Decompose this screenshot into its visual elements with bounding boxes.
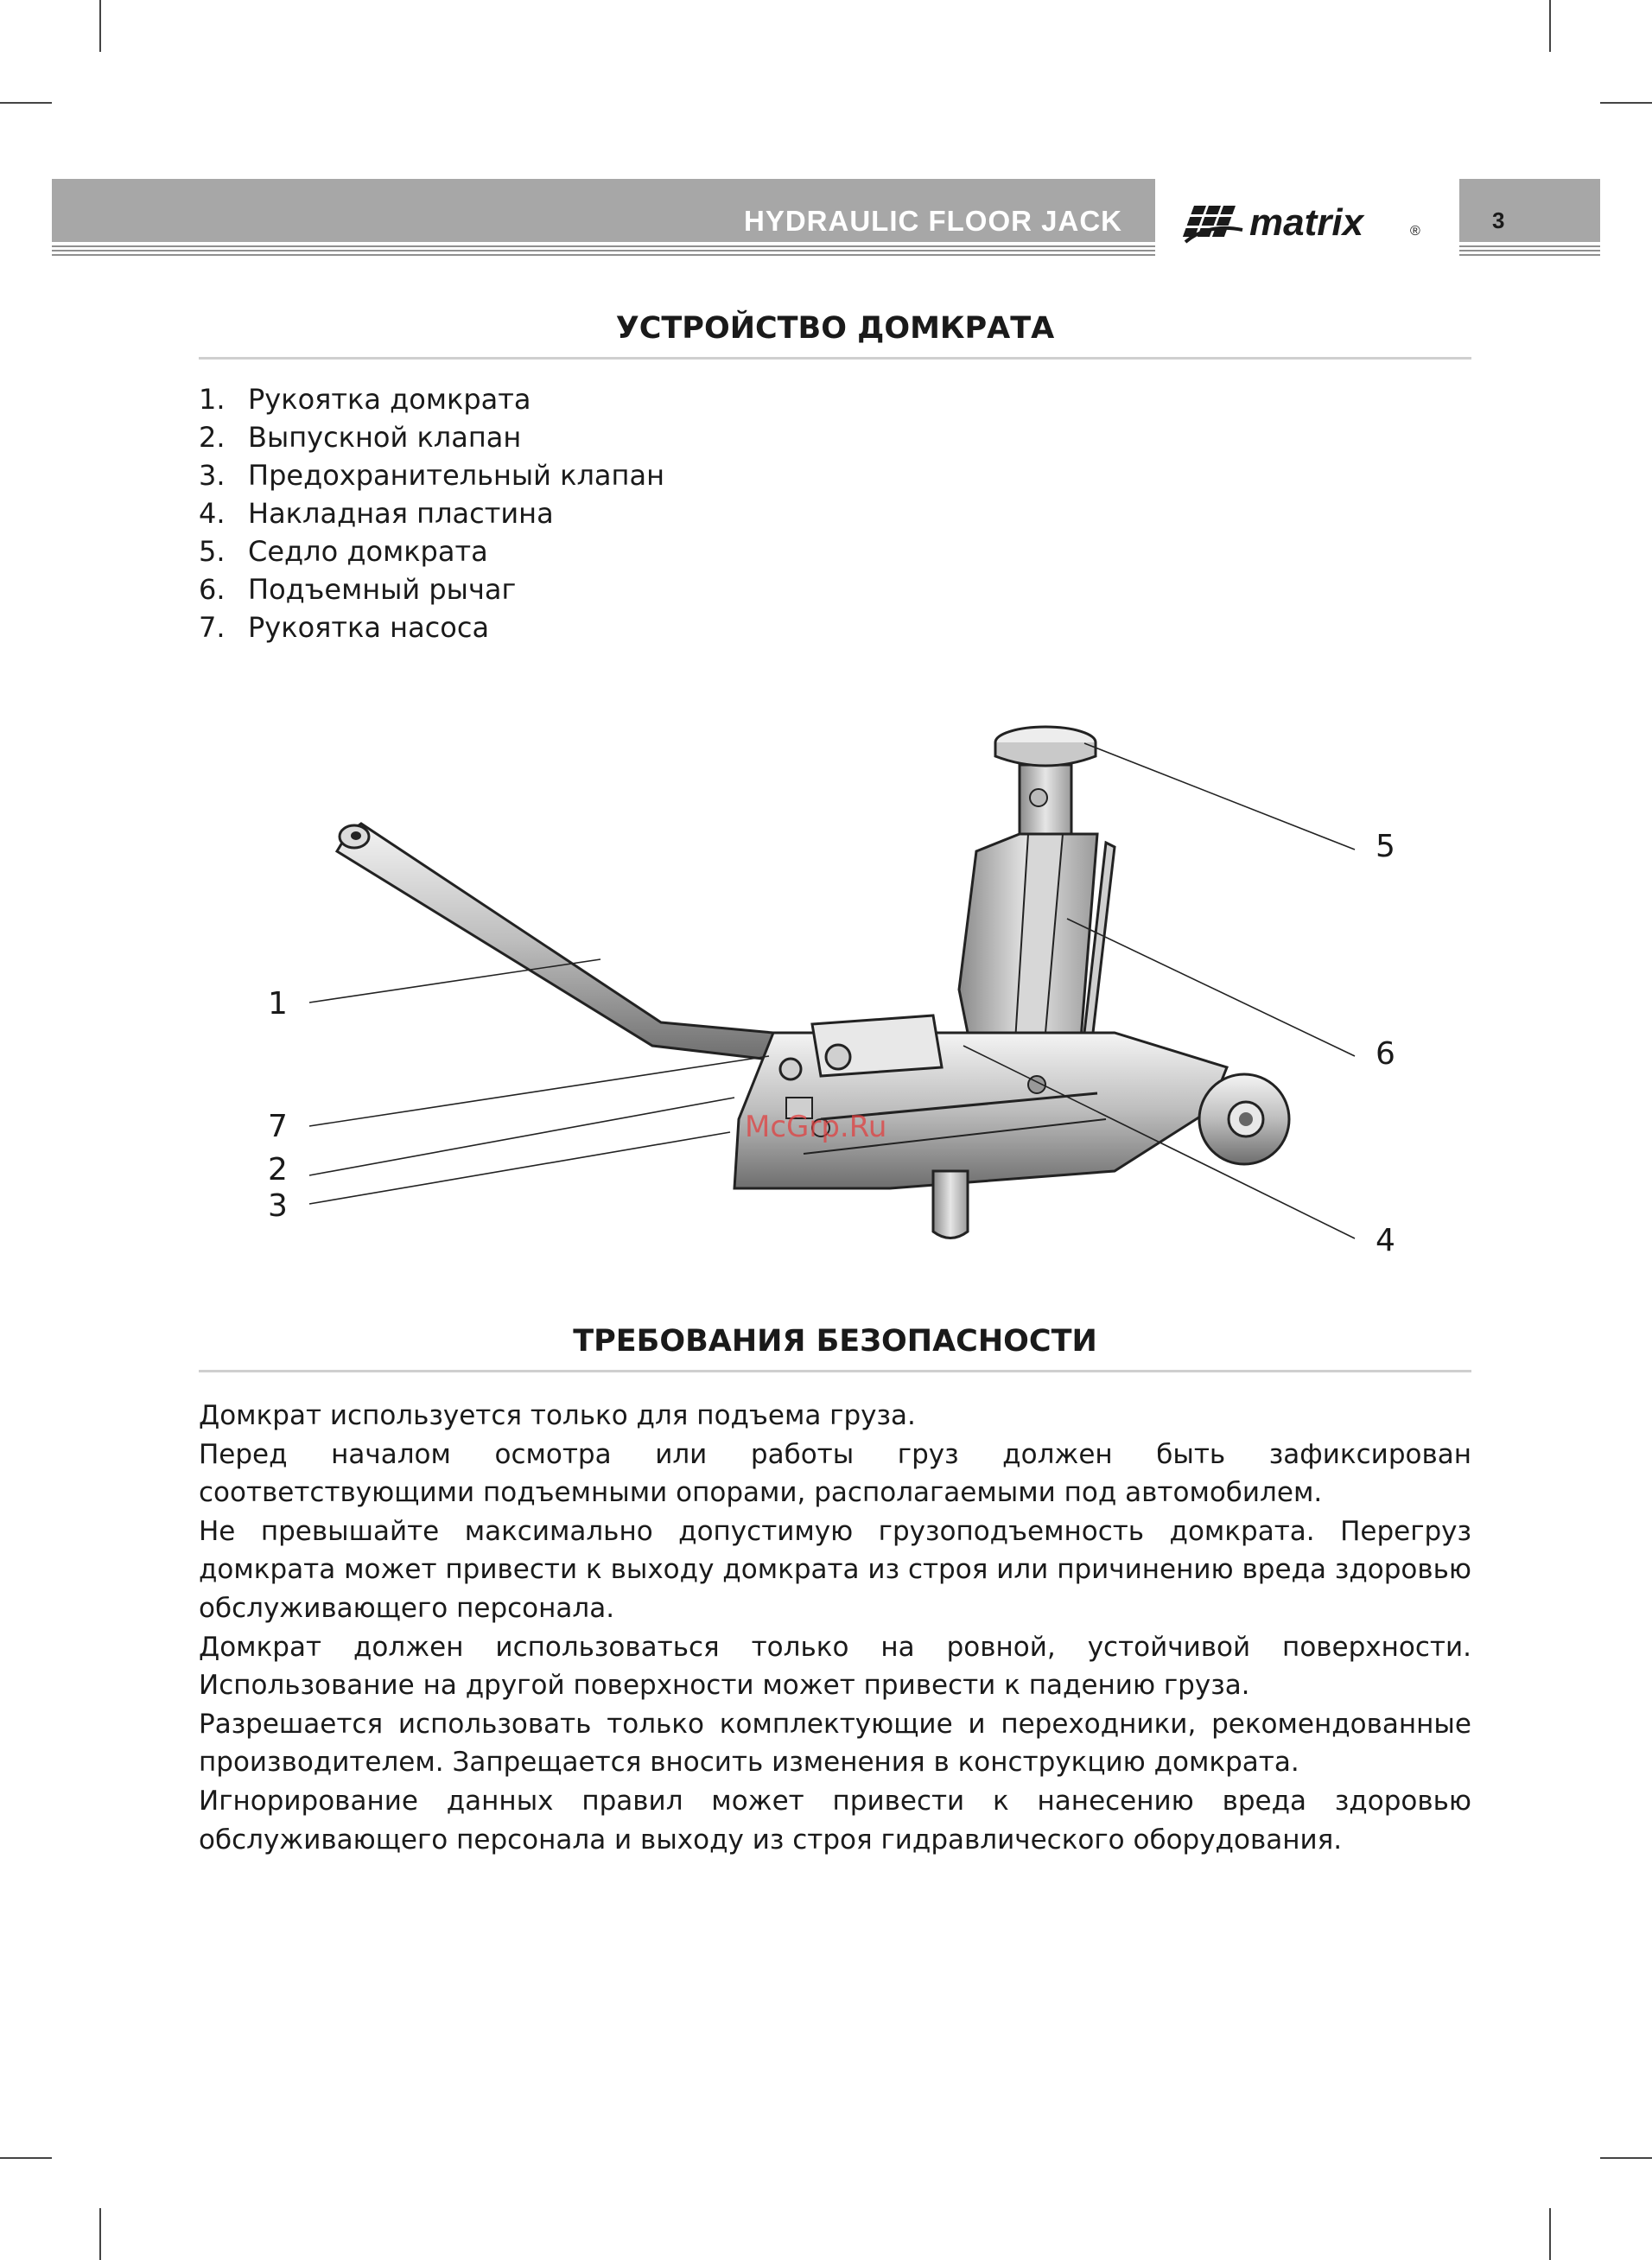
safety-paragraph: Игнорирование данных правил может привести к нанесению вреда здоровью обслуживающего персонала и выходу из строя гидравлического оборудования.	[199, 1785, 1471, 1856]
page-rule-lines	[1459, 245, 1600, 263]
list-item: 2. Выпускной клапан	[199, 421, 522, 454]
page-number: 3	[1492, 207, 1505, 233]
registered-mark: ®	[1410, 224, 1420, 239]
section-rule	[199, 1370, 1471, 1372]
safety-paragraph: Домкрат должен использоваться только на ровной, устойчивой поверхности. Использование на другой поверхности может привести к падению груза.	[199, 1631, 1471, 1702]
crop-mark	[1600, 102, 1652, 104]
section-title-safety: ТРЕБОВАНИЯ БЕЗОПАСНОСТИ	[573, 1324, 1097, 1359]
jack-diagram	[251, 704, 1434, 1266]
safety-paragraph: Разрешается использовать только комплектующие и переходники, рекомендованные производителем. Запрещается вносить изменения в конструкцию домкрата.	[199, 1708, 1471, 1779]
logo-text: matrix	[1249, 201, 1364, 244]
crop-mark	[0, 2157, 52, 2159]
jack-wheel	[1199, 1074, 1289, 1164]
list-item: 7. Рукоятка насоса	[199, 611, 490, 644]
floor-jack-illustration	[251, 704, 1434, 1266]
page-number-box	[1459, 179, 1600, 242]
callout-4: 4	[1376, 1223, 1395, 1258]
callout-2: 2	[268, 1152, 288, 1187]
safety-paragraph: Не превышайте максимально допустимую грузоподъемность домкрата. Перегруз домкрата может привести к выходу домкрата из строя или причинению вреда здоровью обслуживающего персонала.	[199, 1515, 1471, 1624]
brand-logo	[1182, 197, 1433, 258]
section-rule	[199, 357, 1471, 360]
safety-text	[199, 1397, 1471, 1859]
safety-paragraph: Перед началом осмотра или работы груз должен быть зафиксирован соответствующими подъемными опорами, располагаемыми под автомобилем.	[199, 1438, 1471, 1509]
callout-7: 7	[268, 1109, 288, 1144]
callout-3: 3	[268, 1188, 288, 1224]
crop-mark	[99, 2208, 101, 2260]
callout-1: 1	[268, 986, 288, 1022]
list-item: 5. Седло домкрата	[199, 535, 488, 568]
crop-mark	[1549, 0, 1551, 52]
list-item: 3. Предохранительный клапан	[199, 459, 664, 492]
callout-6: 6	[1376, 1036, 1395, 1072]
header-bar	[52, 179, 1155, 242]
list-item: 6. Подъемный рычаг	[199, 573, 517, 606]
header-title: HYDRAULIC FLOOR JACK	[744, 205, 1122, 237]
section-title-device: УСТРОЙСТВО ДОМКРАТА	[615, 311, 1055, 346]
crop-mark	[0, 102, 52, 104]
jack-handle	[337, 824, 778, 1060]
list-item: 1. Рукоятка домкрата	[199, 383, 531, 416]
matrix-logo-icon	[1182, 197, 1433, 258]
parts-list	[199, 380, 664, 646]
safety-paragraph: Домкрат используется только для подъема груза.	[199, 1400, 916, 1431]
watermark: McGrp.Ru	[745, 1110, 887, 1144]
header-rule-lines	[52, 245, 1155, 263]
list-item: 4. Накладная пластина	[199, 497, 554, 530]
jack-saddle	[995, 727, 1096, 834]
crop-mark	[1600, 2157, 1652, 2159]
crop-mark	[99, 0, 101, 52]
callout-5: 5	[1376, 829, 1395, 864]
crop-mark	[1549, 2208, 1551, 2260]
